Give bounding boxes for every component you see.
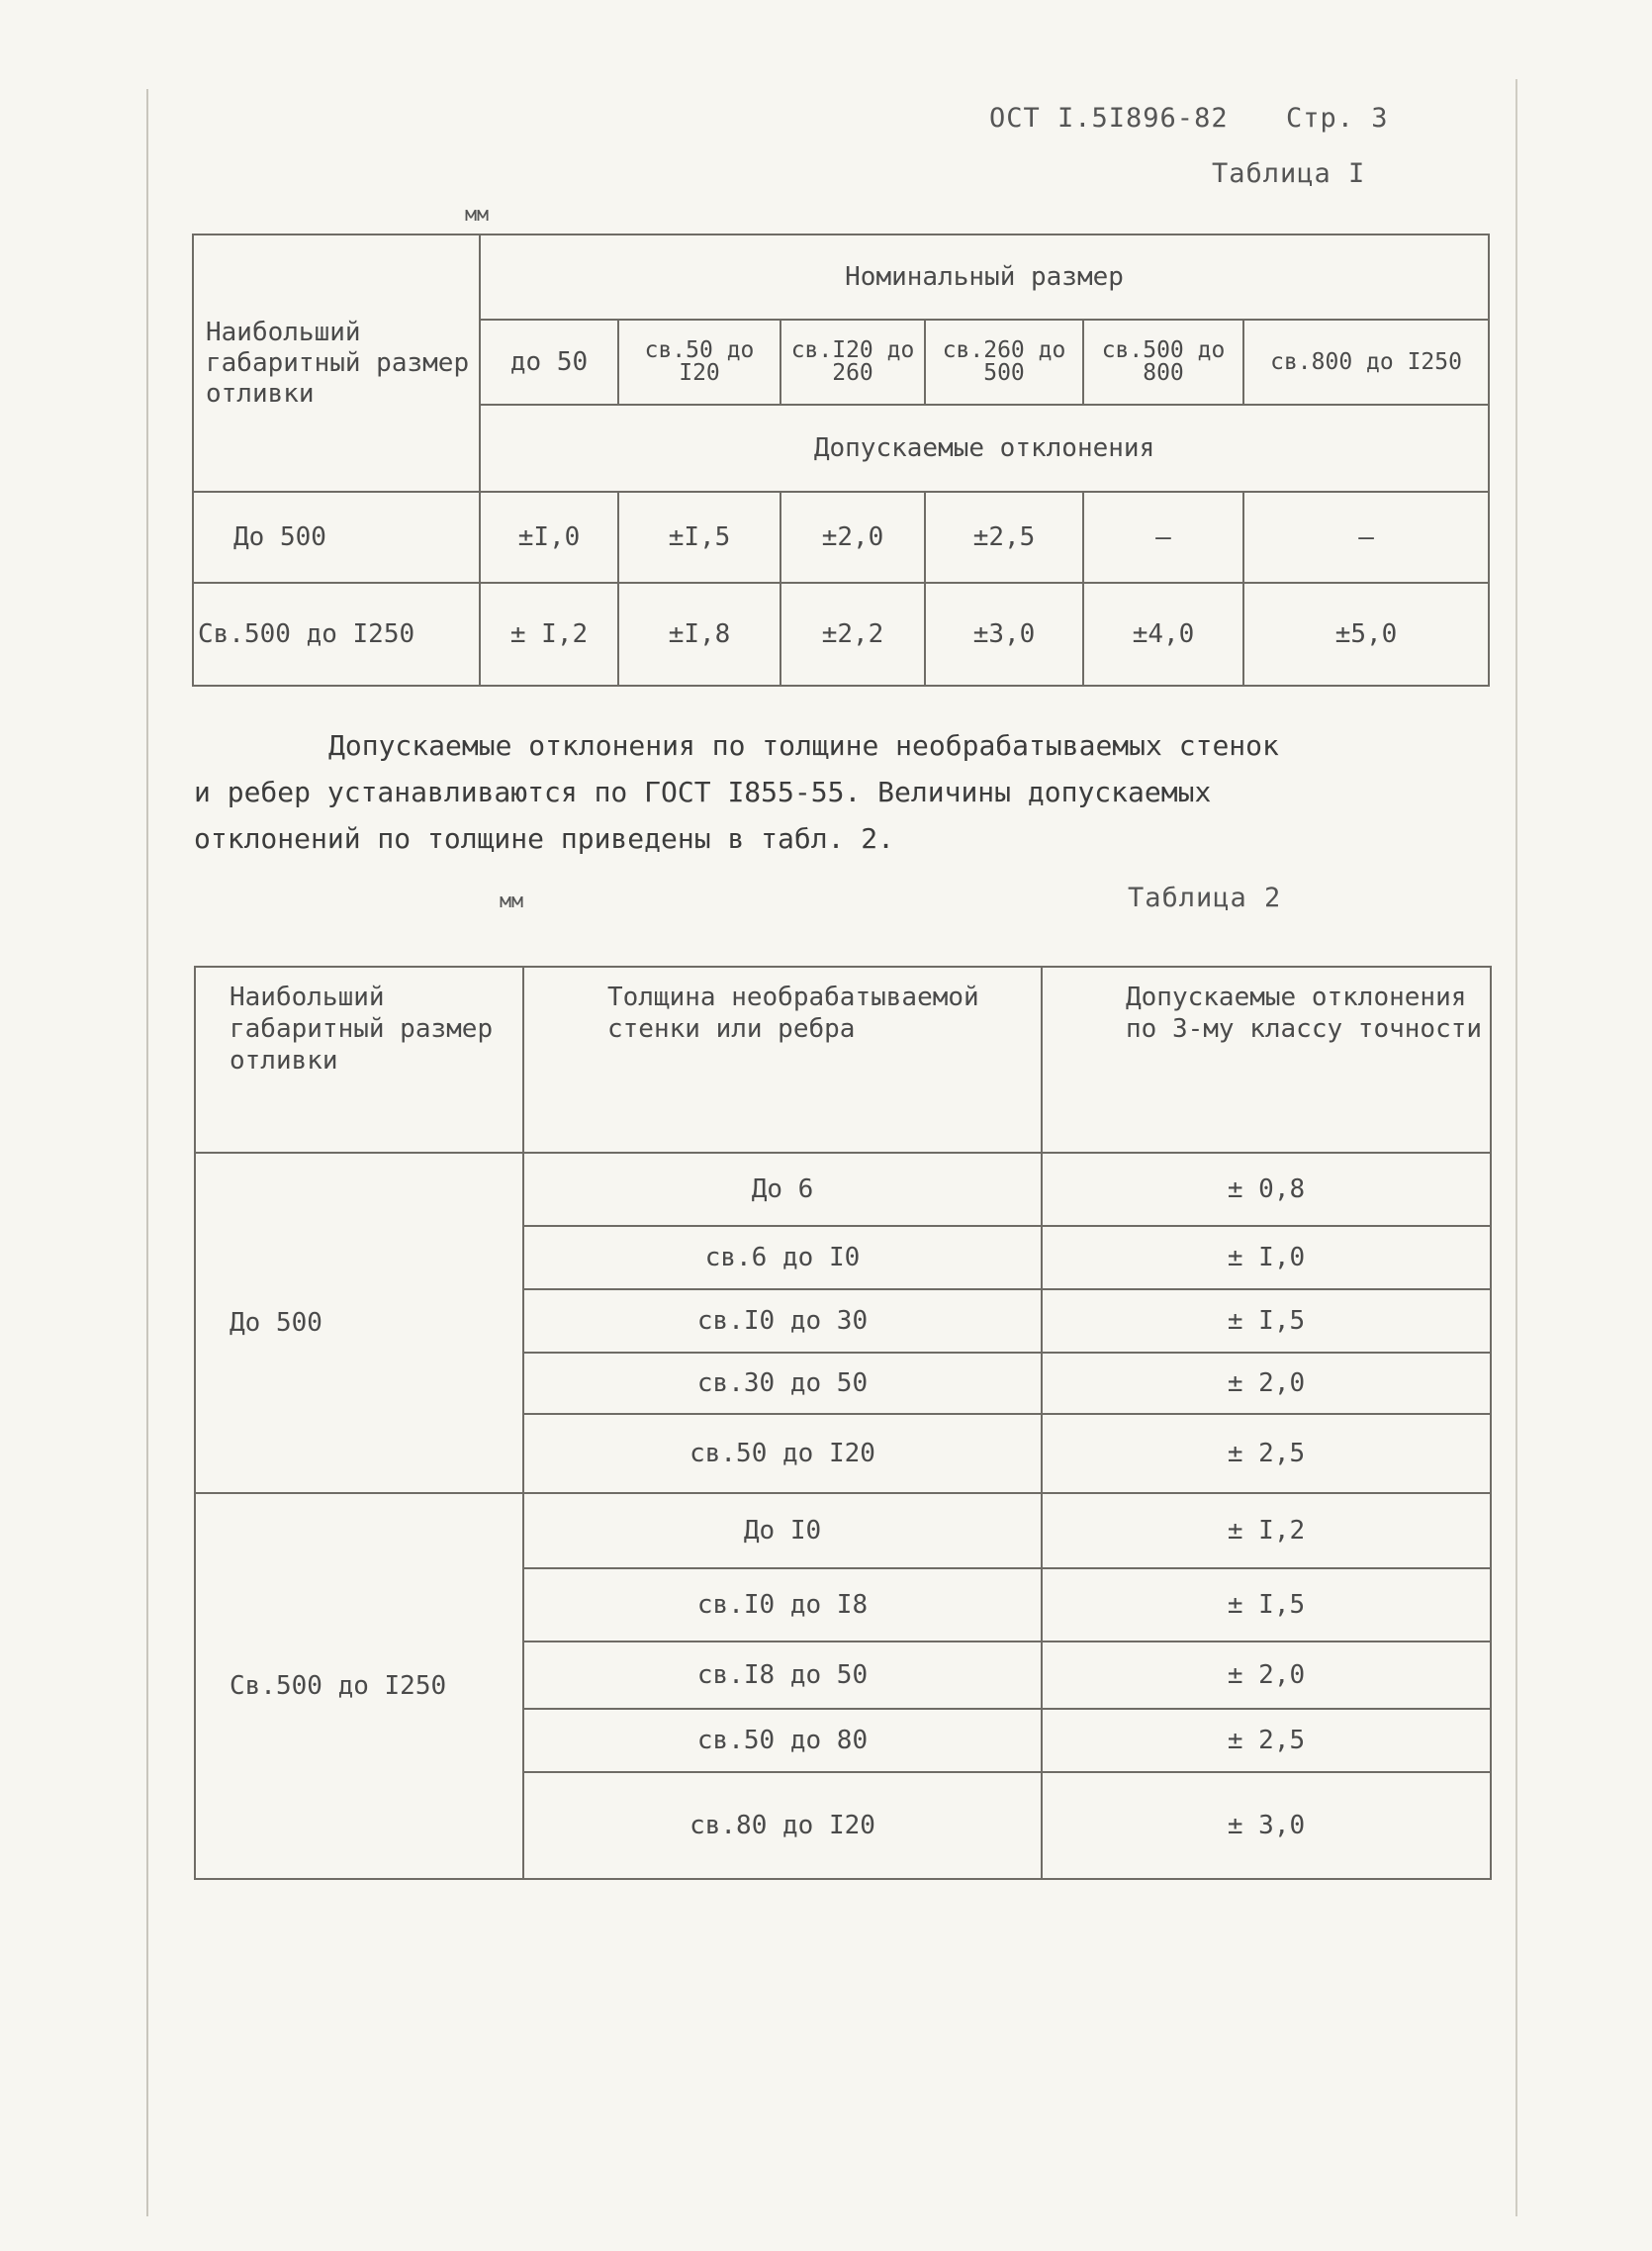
table2-thickness: До I0 <box>523 1493 1042 1568</box>
table2-tolerance: ± 0,8 <box>1042 1153 1491 1226</box>
table2-unit: мм <box>500 889 524 912</box>
page-number: Стр. 3 <box>1286 103 1389 134</box>
table1-cell: ±3,0 <box>925 583 1083 686</box>
table1-tolerance-header: Допускаемые отклонения <box>480 405 1489 492</box>
table1-cell: ± I,2 <box>480 583 618 686</box>
table2-header: Наибольший габаритный размер отливки <box>195 967 523 1153</box>
table2-tolerance: ± 2,0 <box>1042 1353 1491 1414</box>
table1-cell: ±2,0 <box>780 492 925 583</box>
table2-thickness: св.6 до I0 <box>523 1226 1042 1289</box>
table2-tolerance: ± I,0 <box>1042 1226 1491 1289</box>
table1-nominal-header: Номинальный размер <box>480 234 1489 320</box>
table1-row-header: Наибольший габаритный размер отливки <box>193 234 480 492</box>
table2-thickness: св.I0 до 30 <box>523 1289 1042 1353</box>
table1-row-label: Св.500 до I250 <box>193 583 480 686</box>
table2-thickness: св.50 до 80 <box>523 1709 1042 1772</box>
scan-right-edge <box>1515 79 1517 2216</box>
table1-col-header: св.800 до I250 <box>1243 320 1489 405</box>
table2-thickness: св.I8 до 50 <box>523 1641 1042 1709</box>
table2-header: Допускаемые отклонения по 3-му классу точности <box>1042 967 1491 1153</box>
table1-cell: ±2,2 <box>780 583 925 686</box>
table2-thickness: св.80 до I20 <box>523 1772 1042 1879</box>
table1-cell: – <box>1243 492 1489 583</box>
table1-row-label: До 500 <box>193 492 480 583</box>
table2-tolerance: ± 2,5 <box>1042 1709 1491 1772</box>
table2-thickness: До 6 <box>523 1153 1042 1226</box>
table1-cell: – <box>1083 492 1243 583</box>
table1 <box>192 234 1490 687</box>
table2 <box>194 966 1492 1880</box>
table2-tolerance: ± I,5 <box>1042 1289 1491 1353</box>
paragraph-line: и ребер устанавливаются по ГОСТ I855-55. Величины допускаемых <box>194 776 1212 808</box>
paragraph-line: Допускаемые отклонения по толщине необрабатываемых стенок <box>328 729 1279 762</box>
table2-tolerance: ± 3,0 <box>1042 1772 1491 1879</box>
table2-tolerance: ± 2,5 <box>1042 1414 1491 1493</box>
table2-tolerance: ± I,5 <box>1042 1568 1491 1641</box>
table2-group-label: Св.500 до I250 <box>195 1493 523 1879</box>
table1-col-header: св.I20 до 260 <box>780 320 925 405</box>
table1-cell: ±2,5 <box>925 492 1083 583</box>
table1-cell: ±4,0 <box>1083 583 1243 686</box>
table1-cell: ±I,5 <box>618 492 780 583</box>
table1-unit: мм <box>465 202 490 226</box>
table2-tolerance: ± I,2 <box>1042 1493 1491 1568</box>
table1-cell: ±I,0 <box>480 492 618 583</box>
table1-col-header: св.500 до 800 <box>1083 320 1243 405</box>
table2-thickness: св.30 до 50 <box>523 1353 1042 1414</box>
table1-title: Таблица I <box>1212 158 1366 189</box>
table1-cell: ±I,8 <box>618 583 780 686</box>
table2-header: Толщина необрабатываемой стенки или ребра <box>523 967 1042 1153</box>
table2-group-label: До 500 <box>195 1153 523 1493</box>
table2-thickness: св.50 до I20 <box>523 1414 1042 1493</box>
scan-left-edge <box>146 89 148 2216</box>
paragraph-line: отклонений по толщине приведены в табл. 2. <box>194 822 895 855</box>
document-reference: ОСТ I.5I896-82 <box>989 103 1229 134</box>
table1-col-header: до 50 <box>480 320 618 405</box>
body-paragraph <box>194 722 1480 862</box>
table2-thickness: св.I0 до I8 <box>523 1568 1042 1641</box>
table1-cell: ±5,0 <box>1243 583 1489 686</box>
table2-title: Таблица 2 <box>1128 883 1282 913</box>
table2-tolerance: ± 2,0 <box>1042 1641 1491 1709</box>
table1-col-header: св.50 до I20 <box>618 320 780 405</box>
table1-col-header: св.260 до 500 <box>925 320 1083 405</box>
